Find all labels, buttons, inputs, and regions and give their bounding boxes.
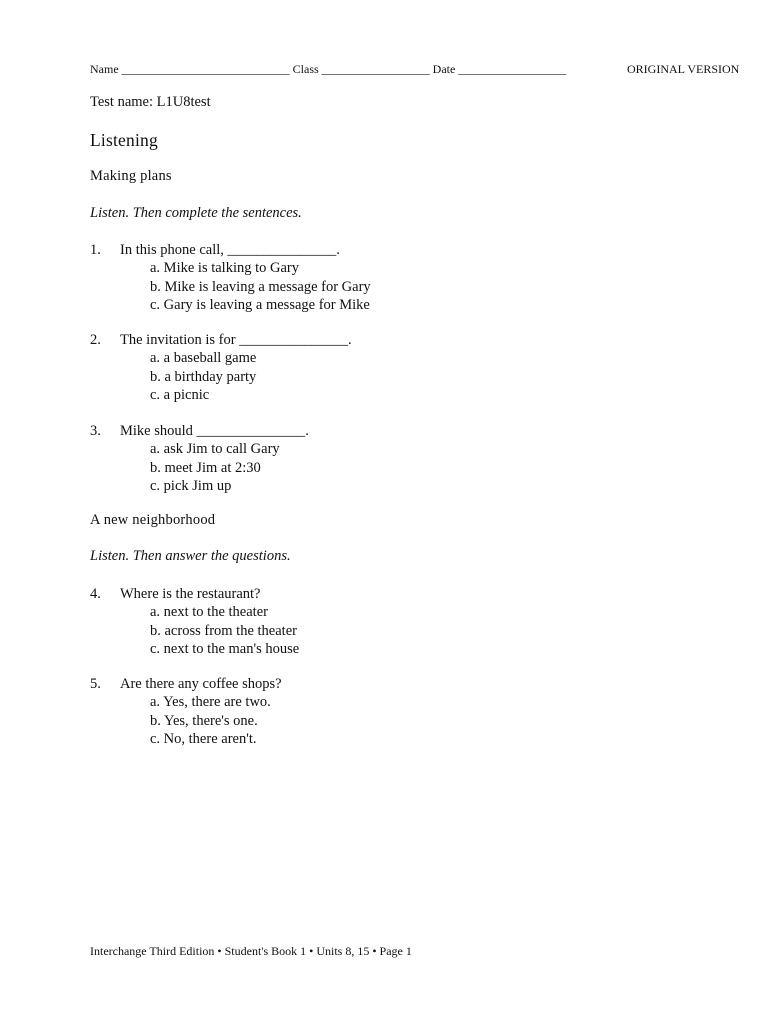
answer-options	[150, 349, 256, 404]
section-title: Listening	[90, 130, 158, 150]
question-text: The invitation is for _______________.	[120, 332, 352, 348]
option-b: b. meet Jim at 2:30	[150, 459, 261, 476]
version-label: ORIGINAL VERSION	[627, 62, 740, 76]
option-c: c. pick Jim up	[150, 477, 232, 494]
part-1-title: Making plans	[90, 168, 172, 184]
question-text: In this phone call, _______________.	[120, 242, 340, 258]
option-b: b. across from the theater	[150, 622, 297, 639]
answer-options	[150, 259, 371, 314]
option-a: a. a baseball game	[150, 350, 257, 367]
question-number: 2.	[90, 332, 101, 348]
part-1-instruction: Listen. Then complete the sentences.	[90, 205, 302, 221]
option-c: c. next to the man's house	[150, 640, 300, 657]
question-number: 4.	[90, 586, 101, 602]
name-class-date-fields: Name ____________________________ Class __________________ Date __________________	[90, 62, 567, 76]
answer-options	[150, 603, 299, 658]
option-b: b. Yes, there's one.	[150, 712, 258, 729]
question-number: 3.	[90, 423, 101, 439]
question-text: Are there any coffee shops?	[120, 676, 282, 692]
answer-options	[150, 440, 280, 495]
question-number: 1.	[90, 242, 101, 258]
question-text: Where is the restaurant?	[120, 586, 261, 602]
option-b: b. a birthday party	[150, 368, 257, 385]
option-a: a. next to the theater	[150, 604, 268, 621]
question-number: 5.	[90, 676, 101, 692]
option-c: c. Gary is leaving a message for Mike	[150, 296, 370, 313]
part-2-instruction: Listen. Then answer the questions.	[90, 548, 291, 564]
option-a: a. Yes, there are two.	[150, 694, 271, 711]
test-name: Test name: L1U8test	[90, 94, 211, 110]
question-text: Mike should _______________.	[120, 423, 309, 439]
answer-options	[150, 693, 271, 748]
option-c: c. No, there aren't.	[150, 730, 257, 747]
option-c: c. a picnic	[150, 386, 210, 403]
option-a: a. ask Jim to call Gary	[150, 441, 280, 458]
part-2-title: A new neighborhood	[90, 512, 216, 528]
option-a: a. Mike is talking to Gary	[150, 260, 300, 277]
option-b: b. Mike is leaving a message for Gary	[150, 278, 371, 295]
page-footer: Interchange Third Edition • Student's Book 1 • Units 8, 15 • Page 1	[90, 944, 412, 958]
